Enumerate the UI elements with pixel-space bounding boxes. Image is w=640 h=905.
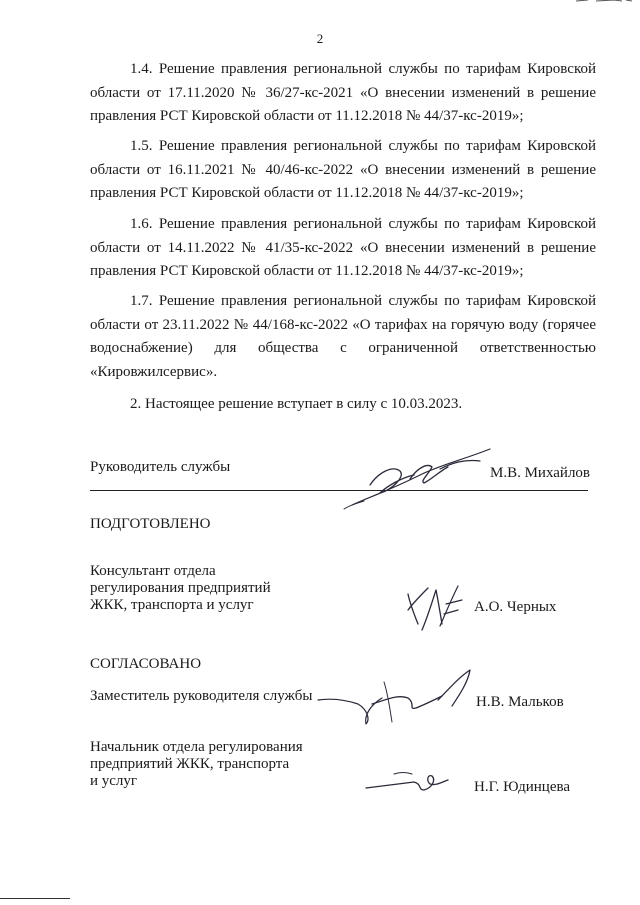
- paragraph-1-6: 1.6. Решение правления региональной службы по тарифам Кировской области от 14.11.2022 № 41/35-кс-2022 «О внесении изменений в решение правления РСТ Кировской области от 11.12.2018 № 44/37-кс-2019»;: [90, 216, 596, 279]
- footer-rule: [0, 898, 70, 899]
- paragraph-1-7: 1.7. Решение правления региональной службы по тарифам Кировской области от 23.11.2022 № 44/168-кс-2022 «О тарифах на горячую воду (горячее водоснабжение) для общества с ограниченной ответственностью «Кировжилсервис».: [90, 293, 596, 380]
- head-name: М.В. Михайлов: [490, 465, 591, 481]
- deputy-signature-image: [312, 664, 482, 734]
- prepared-signature-image: [400, 580, 470, 640]
- head-of-department-signature-image: [362, 762, 452, 802]
- paragraph-1-5: 1.5. Решение правления региональной службы по тарифам Кировской области от 16.11.2021 № 40/46-кс-2022 «О внесении изменений в решение правления РСТ Кировской области от 11.12.2018 № 44/37-кс-2019»;: [90, 138, 596, 201]
- paragraph-2: 2. Настоящее решение вступает в силу с 10.03.2023.: [130, 396, 463, 412]
- head-of-department-position-line: Начальник отдела регулирования: [90, 739, 303, 755]
- prepared-name: А.О. Черных: [474, 599, 557, 615]
- prepared-position-line: ЖКК, транспорта и услуг: [90, 597, 254, 613]
- scan-edge-mark: [574, 0, 634, 4]
- head-of-department-position-line: предприятий ЖКК, транспорта: [90, 756, 290, 772]
- head-title: Руководитель службы: [90, 459, 231, 475]
- paragraph-1-4: 1.4. Решение правления региональной службы по тарифам Кировской области от 17.11.2020 № 36/27-кс-2021 «О внесении изменений в решение правления РСТ Кировской области от 11.12.2018 № 44/37-кс-2019»;: [90, 61, 596, 124]
- head-of-department-name: Н.Г. Юдинцева: [474, 779, 571, 795]
- head-of-department-position-line: и услуг: [90, 773, 138, 789]
- prepared-position-line: регулирования предприятий: [90, 580, 271, 596]
- deputy-name: Н.В. Мальков: [476, 694, 564, 710]
- page-number: 2: [316, 31, 324, 46]
- head-signature-image: [340, 445, 500, 515]
- signature-line: [90, 490, 588, 491]
- prepared-position: [90, 563, 271, 614]
- approved-heading: СОГЛАСОВАНО: [90, 656, 202, 672]
- prepared-position-line: Консультант отдела: [90, 563, 216, 579]
- prepared-heading: ПОДГОТОВЛЕНО: [90, 516, 211, 532]
- deputy-position: [90, 688, 312, 705]
- head-of-department-position: [90, 739, 303, 790]
- deputy-position-line: Заместитель руководителя службы: [90, 688, 313, 704]
